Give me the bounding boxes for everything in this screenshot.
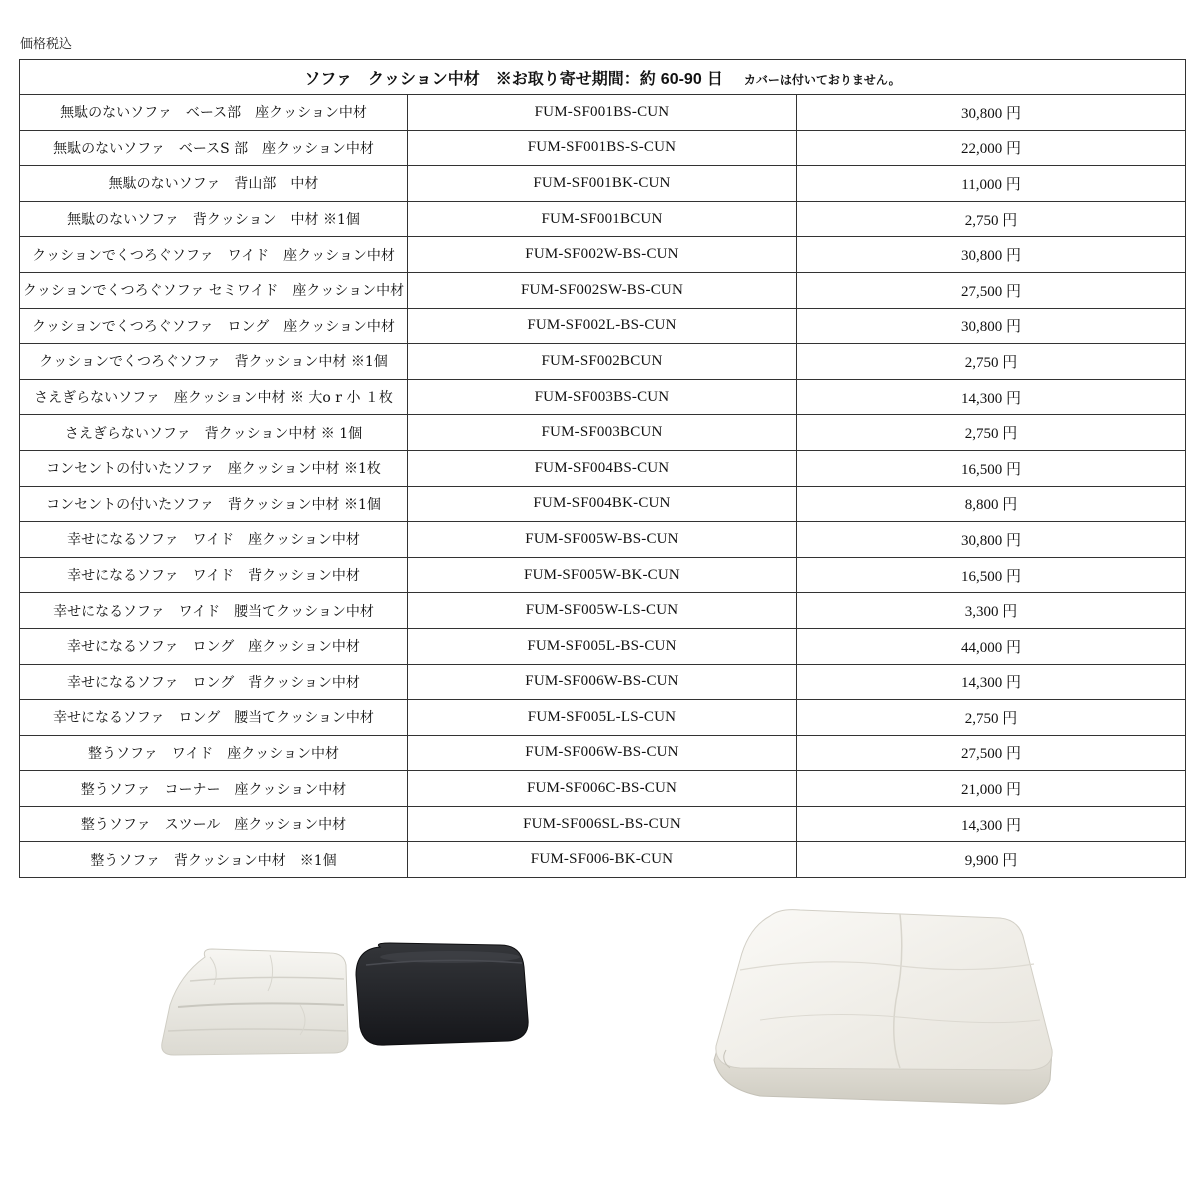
product-name-cell: 整うソファ コーナー 座クッション中材 bbox=[20, 771, 408, 807]
product-code-cell: FUM-SF003BS-CUN bbox=[408, 379, 797, 415]
product-code-cell: FUM-SF004BS-CUN bbox=[408, 450, 797, 486]
price-cell: 14,300 円 bbox=[797, 664, 1186, 700]
price-cell: 30,800 円 bbox=[797, 95, 1186, 131]
black-cushion-shape bbox=[356, 943, 528, 1045]
price-cell: 2,750 円 bbox=[797, 700, 1186, 736]
product-name-cell: 整うソファ スツール 座クッション中材 bbox=[20, 806, 408, 842]
price-cell: 27,500 円 bbox=[797, 272, 1186, 308]
product-code-cell: FUM-SF005L-LS-CUN bbox=[408, 700, 797, 736]
table-row bbox=[20, 344, 1186, 380]
product-code-cell: FUM-SF006-BK-CUN bbox=[408, 842, 797, 878]
table-row bbox=[20, 486, 1186, 522]
product-name-cell: 幸せになるソファ ワイド 腰当てクッション中材 bbox=[20, 593, 408, 629]
product-code-cell: FUM-SF001BK-CUN bbox=[408, 166, 797, 202]
table-row bbox=[20, 735, 1186, 771]
price-cell: 27,500 円 bbox=[797, 735, 1186, 771]
price-cell: 2,750 円 bbox=[797, 201, 1186, 237]
price-cell: 2,750 円 bbox=[797, 415, 1186, 451]
table-row bbox=[20, 237, 1186, 273]
product-code-cell: FUM-SF001BCUN bbox=[408, 201, 797, 237]
seat-cushion-inner-photo bbox=[700, 900, 1060, 1115]
price-table bbox=[19, 59, 1186, 878]
product-code-cell: FUM-SF004BK-CUN bbox=[408, 486, 797, 522]
tax-note: 価格税込 bbox=[20, 37, 73, 52]
product-code-cell: FUM-SF001BS-S-CUN bbox=[408, 130, 797, 166]
table-row bbox=[20, 771, 1186, 807]
table-row bbox=[20, 628, 1186, 664]
table-row bbox=[20, 842, 1186, 878]
table-row bbox=[20, 95, 1186, 131]
table-title-row bbox=[20, 60, 1186, 95]
table-row bbox=[20, 130, 1186, 166]
table-row bbox=[20, 664, 1186, 700]
table-row bbox=[20, 379, 1186, 415]
price-cell: 16,500 円 bbox=[797, 450, 1186, 486]
price-cell: 30,800 円 bbox=[797, 237, 1186, 273]
price-cell: 9,900 円 bbox=[797, 842, 1186, 878]
product-name-cell: 幸せになるソファ ロング 座クッション中材 bbox=[20, 628, 408, 664]
product-code-cell: FUM-SF002SW-BS-CUN bbox=[408, 272, 797, 308]
product-code-cell: FUM-SF005L-BS-CUN bbox=[408, 628, 797, 664]
product-code-cell: FUM-SF005W-BK-CUN bbox=[408, 557, 797, 593]
product-name-cell: 無駄のないソファ ベースS 部 座クッション中材 bbox=[20, 130, 408, 166]
price-cell: 21,000 円 bbox=[797, 771, 1186, 807]
product-code-cell: FUM-SF002W-BS-CUN bbox=[408, 237, 797, 273]
table-row bbox=[20, 700, 1186, 736]
table-row bbox=[20, 593, 1186, 629]
product-name-cell: 幸せになるソファ ロング 腰当てクッション中材 bbox=[20, 700, 408, 736]
product-code-cell: FUM-SF003BCUN bbox=[408, 415, 797, 451]
price-cell: 22,000 円 bbox=[797, 130, 1186, 166]
table-row bbox=[20, 201, 1186, 237]
price-cell: 2,750 円 bbox=[797, 344, 1186, 380]
price-cell: 16,500 円 bbox=[797, 557, 1186, 593]
table-row bbox=[20, 308, 1186, 344]
product-name-cell: 無駄のないソファ ベース部 座クッション中材 bbox=[20, 95, 408, 131]
product-name-cell: コンセントの付いたソファ 座クッション中材 ※1枚 bbox=[20, 450, 408, 486]
product-name-cell: クッションでくつろぐソファ 背クッション中材 ※1個 bbox=[20, 344, 408, 380]
product-code-cell: FUM-SF001BS-CUN bbox=[408, 95, 797, 131]
price-cell: 11,000 円 bbox=[797, 166, 1186, 202]
white-cushion-shape bbox=[162, 949, 348, 1055]
price-cell: 30,800 円 bbox=[797, 522, 1186, 558]
table-row bbox=[20, 450, 1186, 486]
table-row bbox=[20, 522, 1186, 558]
product-code-cell: FUM-SF006SL-BS-CUN bbox=[408, 806, 797, 842]
product-code-cell: FUM-SF002BCUN bbox=[408, 344, 797, 380]
price-cell: 44,000 円 bbox=[797, 628, 1186, 664]
product-code-cell: FUM-SF005W-LS-CUN bbox=[408, 593, 797, 629]
product-name-cell: 無駄のないソファ 背山部 中材 bbox=[20, 166, 408, 202]
table-title-unit: 日 bbox=[706, 68, 723, 88]
table-row bbox=[20, 557, 1186, 593]
price-cell: 14,300 円 bbox=[797, 379, 1186, 415]
product-name-cell: クッションでくつろぐソファ ワイド 座クッション中材 bbox=[20, 237, 408, 273]
product-name-cell: クッションでくつろぐソファ ロング 座クッション中材 bbox=[20, 308, 408, 344]
price-cell: 8,800 円 bbox=[797, 486, 1186, 522]
product-name-cell: さえぎらないソファ 背クッション中材 ※ 1個 bbox=[20, 415, 408, 451]
product-code-cell: FUM-SF006W-BS-CUN bbox=[408, 735, 797, 771]
product-name-cell: 無駄のないソファ 背クッション 中材 ※1個 bbox=[20, 201, 408, 237]
product-code-cell: FUM-SF006C-BS-CUN bbox=[408, 771, 797, 807]
product-name-cell: クッションでくつろぐソファ セミワイド 座クッション中材 bbox=[20, 272, 408, 308]
product-code-cell: FUM-SF005W-BS-CUN bbox=[408, 522, 797, 558]
table-title-sub: カバーは付いておりません。 bbox=[743, 72, 901, 87]
product-name-cell: 幸せになるソファ ロング 背クッション中材 bbox=[20, 664, 408, 700]
table-row bbox=[20, 806, 1186, 842]
table-title-period: 60-90 bbox=[660, 70, 702, 88]
product-code-cell: FUM-SF002L-BS-CUN bbox=[408, 308, 797, 344]
product-name-cell: 幸せになるソファ ワイド 座クッション中材 bbox=[20, 522, 408, 558]
price-cell: 14,300 円 bbox=[797, 806, 1186, 842]
product-code-cell: FUM-SF006W-BS-CUN bbox=[408, 664, 797, 700]
table-title-main: ソファ クッション中材 ※お取り寄せ期間：約 bbox=[304, 68, 656, 88]
large-cushion-shape bbox=[714, 910, 1052, 1104]
product-name-cell: さえぎらないソファ 座クッション中材 ※ 大o r 小 １枚 bbox=[20, 379, 408, 415]
product-name-cell: 整うソファ ワイド 座クッション中材 bbox=[20, 735, 408, 771]
table-row bbox=[20, 166, 1186, 202]
price-cell: 30,800 円 bbox=[797, 308, 1186, 344]
product-name-cell: 幸せになるソファ ワイド 背クッション中材 bbox=[20, 557, 408, 593]
price-cell: 3,300 円 bbox=[797, 593, 1186, 629]
product-name-cell: 整うソファ 背クッション中材 ※1個 bbox=[20, 842, 408, 878]
cushion-inner-photo bbox=[150, 935, 540, 1075]
table-row bbox=[20, 415, 1186, 451]
table-row bbox=[20, 272, 1186, 308]
table-title bbox=[20, 60, 1186, 95]
product-name-cell: コンセントの付いたソファ 背クッション中材 ※1個 bbox=[20, 486, 408, 522]
